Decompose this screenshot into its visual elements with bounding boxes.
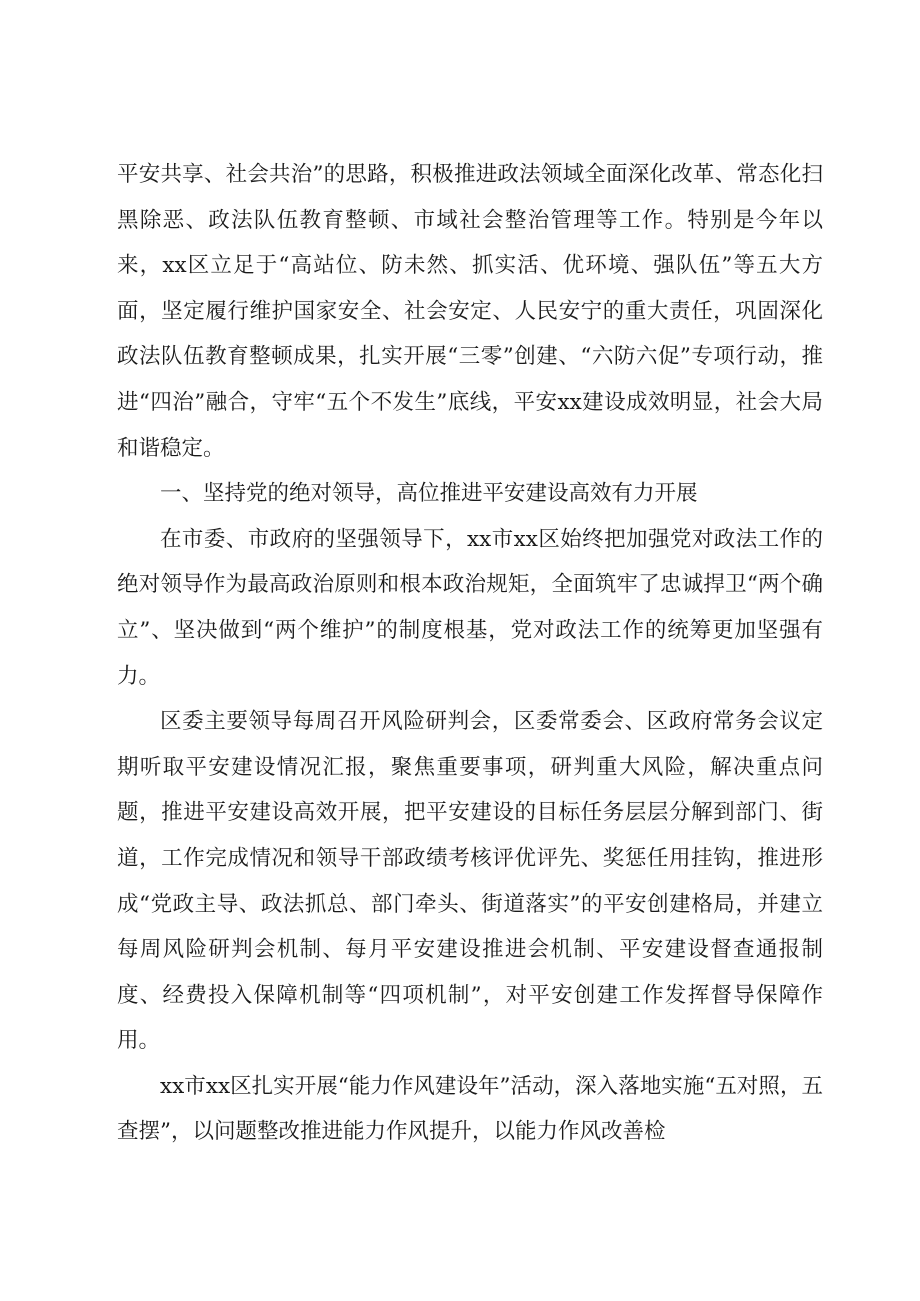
document-body (117, 152, 823, 1155)
paragraph-body: 在市委、市政府的坚强领导下，xx市xx区始终把加强党对政法工作的绝对领导作为最高政治原则和根本政治规矩，全面筑牢了忠诚捍卫“两个确立”、坚决做到“两个维护”的制度根基，党对政法工作的统筹更加坚强有力。 (117, 526, 823, 689)
paragraph-continuation: 平安共享、社会共治”的思路，积极推进政法领域全面深化改革、常态化扫黑除恶、政法队伍教育整顿、市域社会整治管理等工作。特别是今年以来，xx区立足于“高站位、防未然、抓实活、优环境、强队伍”等五大方面，坚定履行维护国家安全、社会安定、人民安宁的重大责任，巩固深化政法队伍教育整顿成果，扎实开展“三零”创建、“六防六促”专项行动，推进“四治”融合，守牢“五个不发生”底线，平安xx建设成效明显，社会大局和谐稳定。 (117, 162, 823, 461)
paragraph-body: 区委主要领导每周召开风险研判会，区委常委会、区政府常务会议定期听取平安建设情况汇报，聚焦重要事项，研判重大风险，解决重点问题，推进平安建设高效开展，把平安建设的目标任务层层分解到部门、街道，工作完成情况和领导干部政绩考核评优评先、奖惩任用挂钩，推进形成“党政主导、政法抓总、部门牵头、街道落实”的平安创建格局，并建立每周风险研判会机制、每月平安建设推进会机制、平安建设督查通报制度、经费投入保障机制等“四项机制”，对平安创建工作发挥督导保障作用。 (117, 709, 823, 1054)
section-heading: 一、坚持党的绝对领导，高位推进平安建设高效有力开展 (160, 481, 698, 507)
paragraph-body: xx市xx区扎实开展“能力作风建设年”活动，深入落地实施“五对照，五查摆”，以问题整改推进能力作风提升，以能力作风改善检 (117, 1073, 823, 1145)
